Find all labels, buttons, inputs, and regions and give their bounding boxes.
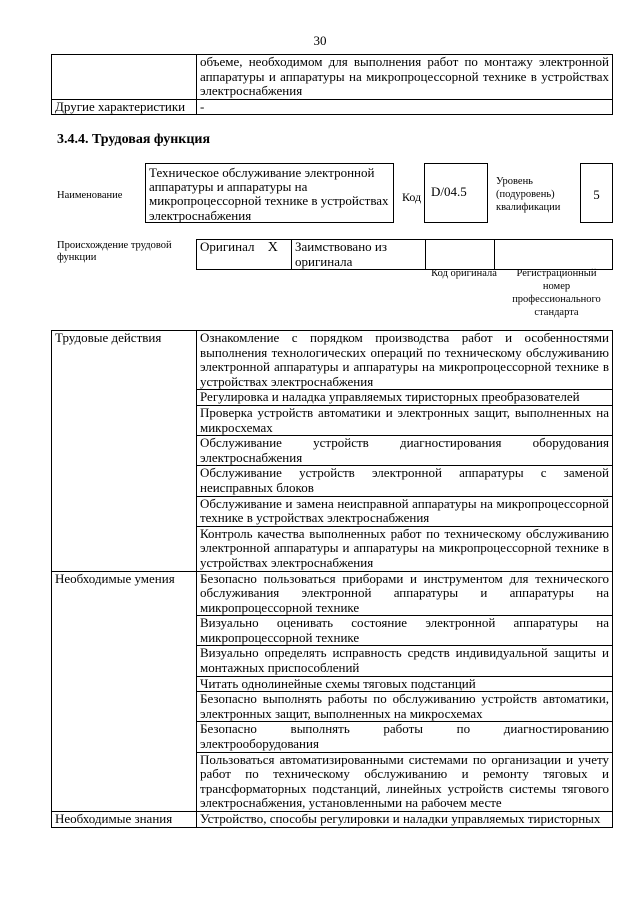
function-level: 5 (580, 163, 613, 223)
row-text: объеме, необходимом для выполнения работ по монтажу электронной аппаратуры и аппаратуры на микропроцессорной технике в устройствах электроснабжения (197, 55, 613, 100)
main-table (51, 330, 613, 828)
table-cell: Обслуживание устройств диагностирования оборудования электроснабжения (197, 436, 613, 466)
table-cell: Визуально определять исправность средств индивидуальной защиты и монтажных приспособлений (197, 646, 613, 676)
reg-number-caption: Регистрационный номер профессионального стандарта (512, 268, 601, 318)
table-cell: Проверка устройств автоматики и электронных защит, выполненных на микросхемах (197, 405, 613, 435)
table-cell: Обслуживание устройств электронной аппаратуры с заменой неисправных блоков (197, 466, 613, 496)
origin-reg-cell (495, 240, 613, 270)
table-cell: Контроль качества выполненных работ по техническому обслуживанию электронной аппаратуры и аппаратуры на микропроцессорной технике в устройствах электроснабжения (197, 526, 613, 571)
row-text: - (197, 99, 613, 115)
origin-label: Происхождение трудовой функции (57, 240, 172, 263)
function-name: Техническое обслуживание электронной аппаратуры и аппаратуры на микропроцессорной технике в устройствах электроснабжения (145, 163, 394, 223)
name-label: Наименование (57, 190, 123, 201)
row-label: Другие характеристики (52, 99, 197, 115)
section-label: Трудовые действия (52, 331, 197, 572)
table-cell: Устройство, способы регулировки и наладки управляемых тиристорных (197, 812, 613, 828)
code-original-caption: Код оригинала (431, 268, 497, 279)
table-cell: Безопасно выполнять работы по обслуживанию устройств автоматики, электронных защит, выполненных на микросхемах (197, 692, 613, 722)
top-table (51, 54, 613, 115)
table-row (52, 812, 613, 828)
table-cell: Безопасно пользоваться приборами и инструментом для технического обслуживания электронной аппаратуры и аппаратуры на микропроцессорной технике (197, 571, 613, 616)
origin-borrowed-label: Заимствовано из оригинала (292, 240, 426, 270)
table-cell: Читать однолинейные схемы тяговых подстанций (197, 676, 613, 692)
table-cell: Пользоваться автоматизированными системами по организации и учету работ по техническому обслуживанию и ремонту тяговых и трансформаторных подстанций, линейных устройств системы тягового электроснабжения, установленными на рабочем месте (197, 752, 613, 811)
table-row (52, 331, 613, 390)
table-cell: Визуально оценивать состояние электронной аппаратуры на микропроцессорной технике (197, 616, 613, 646)
table-row (197, 240, 613, 270)
code-label: Код (402, 190, 422, 204)
level-label: Уровень (подуровень) квалификации (496, 176, 561, 213)
section-label: Необходимые знания (52, 812, 197, 828)
row-label (52, 55, 197, 100)
table-cell: Регулировка и наладка управляемых тиристорных преобразователей (197, 390, 613, 406)
origin-original-label: Оригинал (200, 239, 255, 254)
table-cell: Ознакомление с порядком производства работ и особенностями выполнения технологических операций по техническому обслуживанию электронной аппаратуры и аппаратуры на микропроцессорной технике в устройствах электроснабжения (197, 331, 613, 390)
table-row (52, 55, 613, 100)
origin-table (196, 239, 613, 270)
origin-code-cell (426, 240, 495, 270)
page-number: 30 (313, 33, 327, 48)
table-row (52, 99, 613, 115)
function-code: D/04.5 (424, 163, 488, 223)
table-row (52, 571, 613, 616)
section-label: Необходимые умения (52, 571, 197, 812)
section-title: 3.4.4. Трудовая функция (57, 132, 211, 147)
table-cell: Безопасно выполнять работы по диагностированию электрооборудования (197, 722, 613, 752)
table-cell: Обслуживание и замена неисправной аппаратуры на микропроцессорной технике в устройствах электроснабжения (197, 496, 613, 526)
origin-mark: X (267, 240, 278, 255)
origin-original-cell (197, 240, 292, 270)
